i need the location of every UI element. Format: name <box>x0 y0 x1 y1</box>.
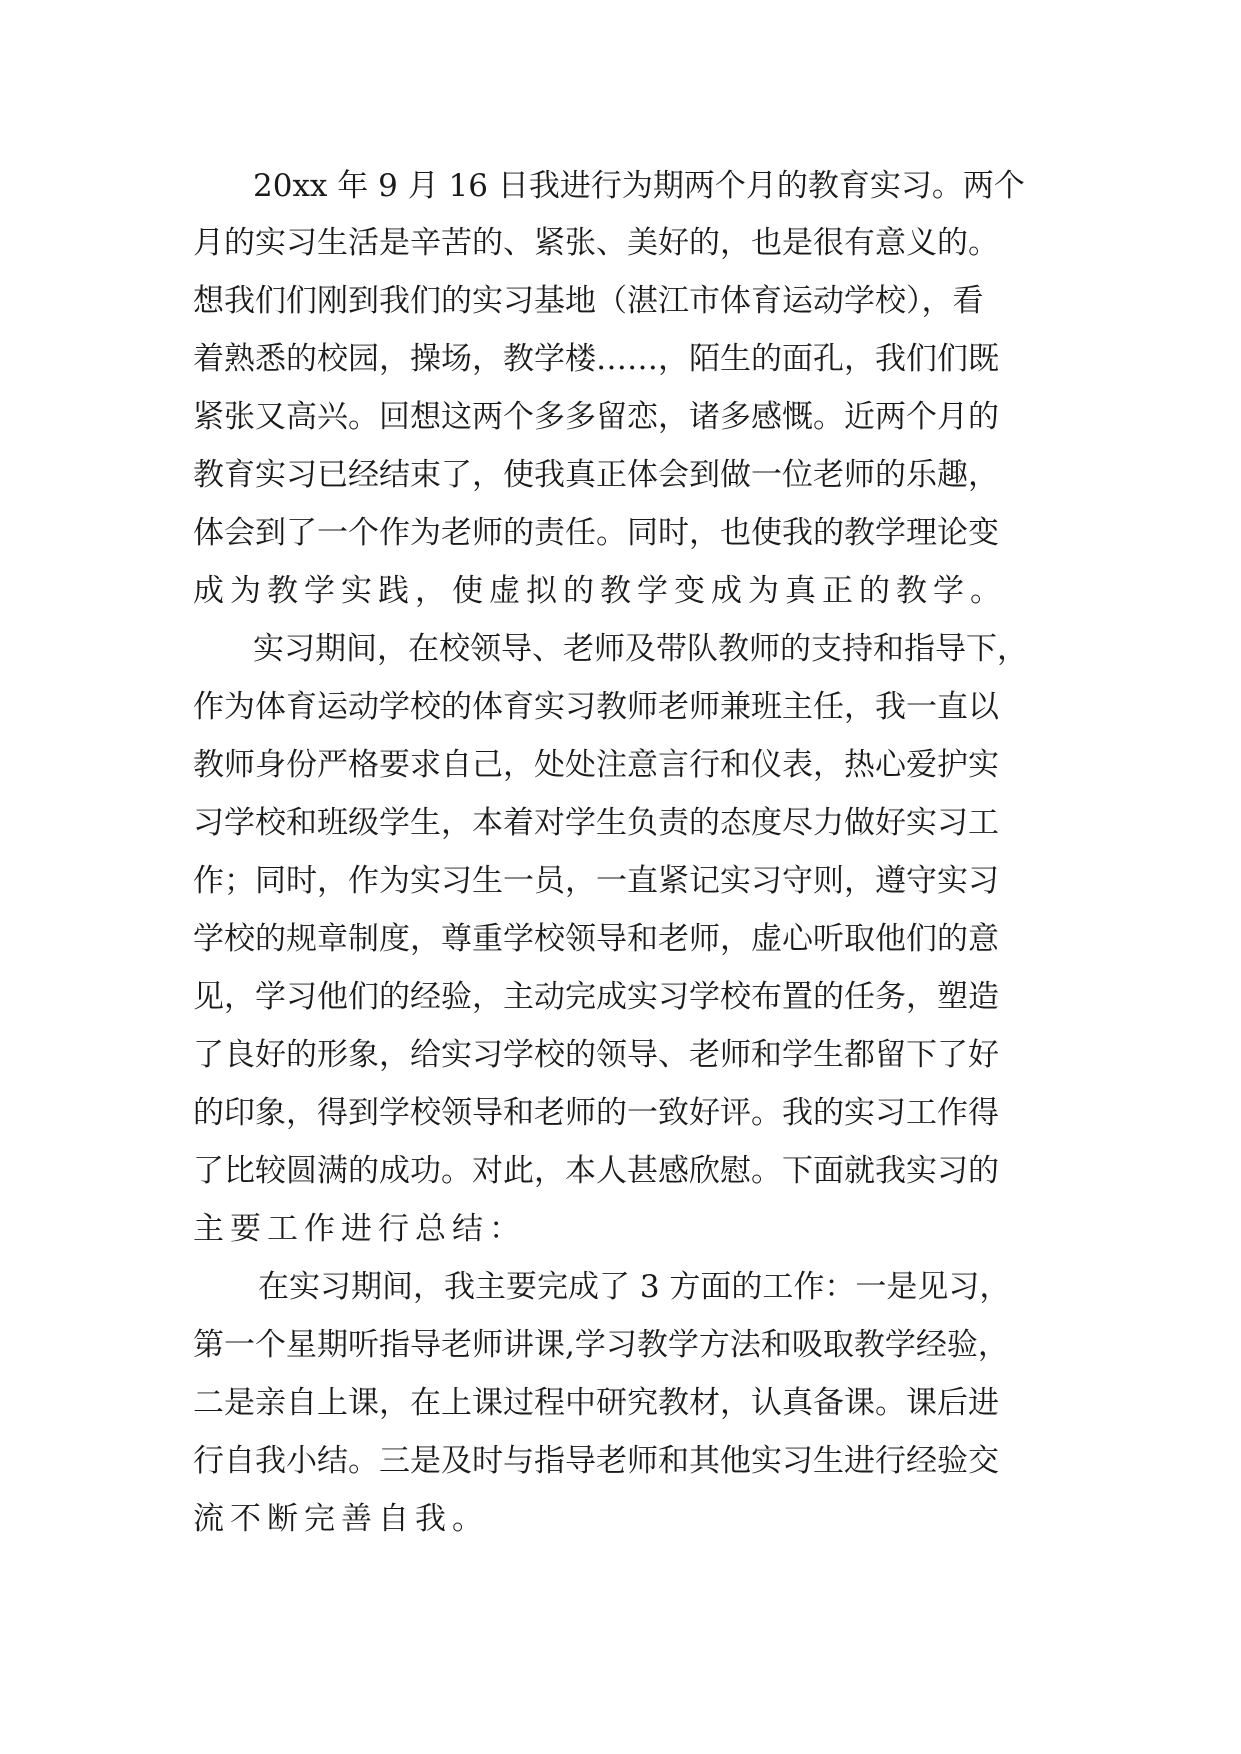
text-line: 的印象，得到学校领导和老师的一致好评。我的实习工作得 <box>193 1095 999 1131</box>
text-line: 月的实习生活是辛苦的、紧张、美好的，也是很有意义的。 <box>193 225 999 261</box>
text-line: 20xx 年 9 月 16 日我进行为期两个月的教育实习。两个 <box>253 168 1025 204</box>
text-line: 学校的规章制度，尊重学校领导和老师，虚心听取他们的意 <box>193 921 999 957</box>
text-line: 主要工作进行总结： <box>193 1211 526 1247</box>
text-line: 体会到了一个作为老师的责任。同时，也使我的教学理论变 <box>193 515 999 551</box>
text-line: 习学校和班级学生，本着对学生负责的态度尽力做好实习工 <box>193 805 999 841</box>
text-line: 了良好的形象，给实习学校的领导、老师和学生都留下了好 <box>193 1037 999 1073</box>
text-line: 紧张又高兴。回想这两个多多留恋，诸多感慨。近两个月的 <box>193 399 999 435</box>
text-line: 在实习期间，我主要完成了 3 方面的工作：一是见习， <box>258 1269 1011 1305</box>
text-line: 流不断完善自我。 <box>193 1501 489 1537</box>
text-line: 想我们们刚到我们的实习基地（湛江市体育运动学校），看 <box>193 283 984 319</box>
text-line: 教育实习已经结束了，使我真正体会到做一位老师的乐趣， <box>193 457 999 493</box>
text-line: 着熟悉的校园，操场，教学楼……，陌生的面孔，我们们既 <box>193 341 999 377</box>
text-line: 教师身份严格要求自己，处处注意言行和仪表，热心爱护实 <box>193 747 999 783</box>
text-line: 二是亲自上课，在上课过程中研究教材，认真备课。课后进 <box>193 1385 999 1421</box>
text-line: 见，学习他们的经验，主动完成实习学校布置的任务，塑造 <box>193 979 999 1015</box>
text-line: 作；同时，作为实习生一员，一直紧记实习守则，遵守实习 <box>193 863 999 899</box>
text-line: 行自我小结。三是及时与指导老师和其他实习生进行经验交 <box>193 1443 999 1479</box>
text-line: 第一个星期听指导老师讲课,学习教学方法和吸取教学经验， <box>193 1327 1009 1363</box>
text-line: 成为教学实践，使虚拟的教学变成为真正的教学。 <box>193 573 1007 609</box>
text-line: 作为体育运动学校的体育实习教师老师兼班主任，我一直以 <box>193 689 999 725</box>
text-line: 了比较圆满的成功。对此，本人甚感欣慰。下面就我实习的 <box>193 1153 999 1189</box>
text-line: 实习期间，在校领导、老师及带队教师的支持和指导下， <box>253 631 1028 667</box>
